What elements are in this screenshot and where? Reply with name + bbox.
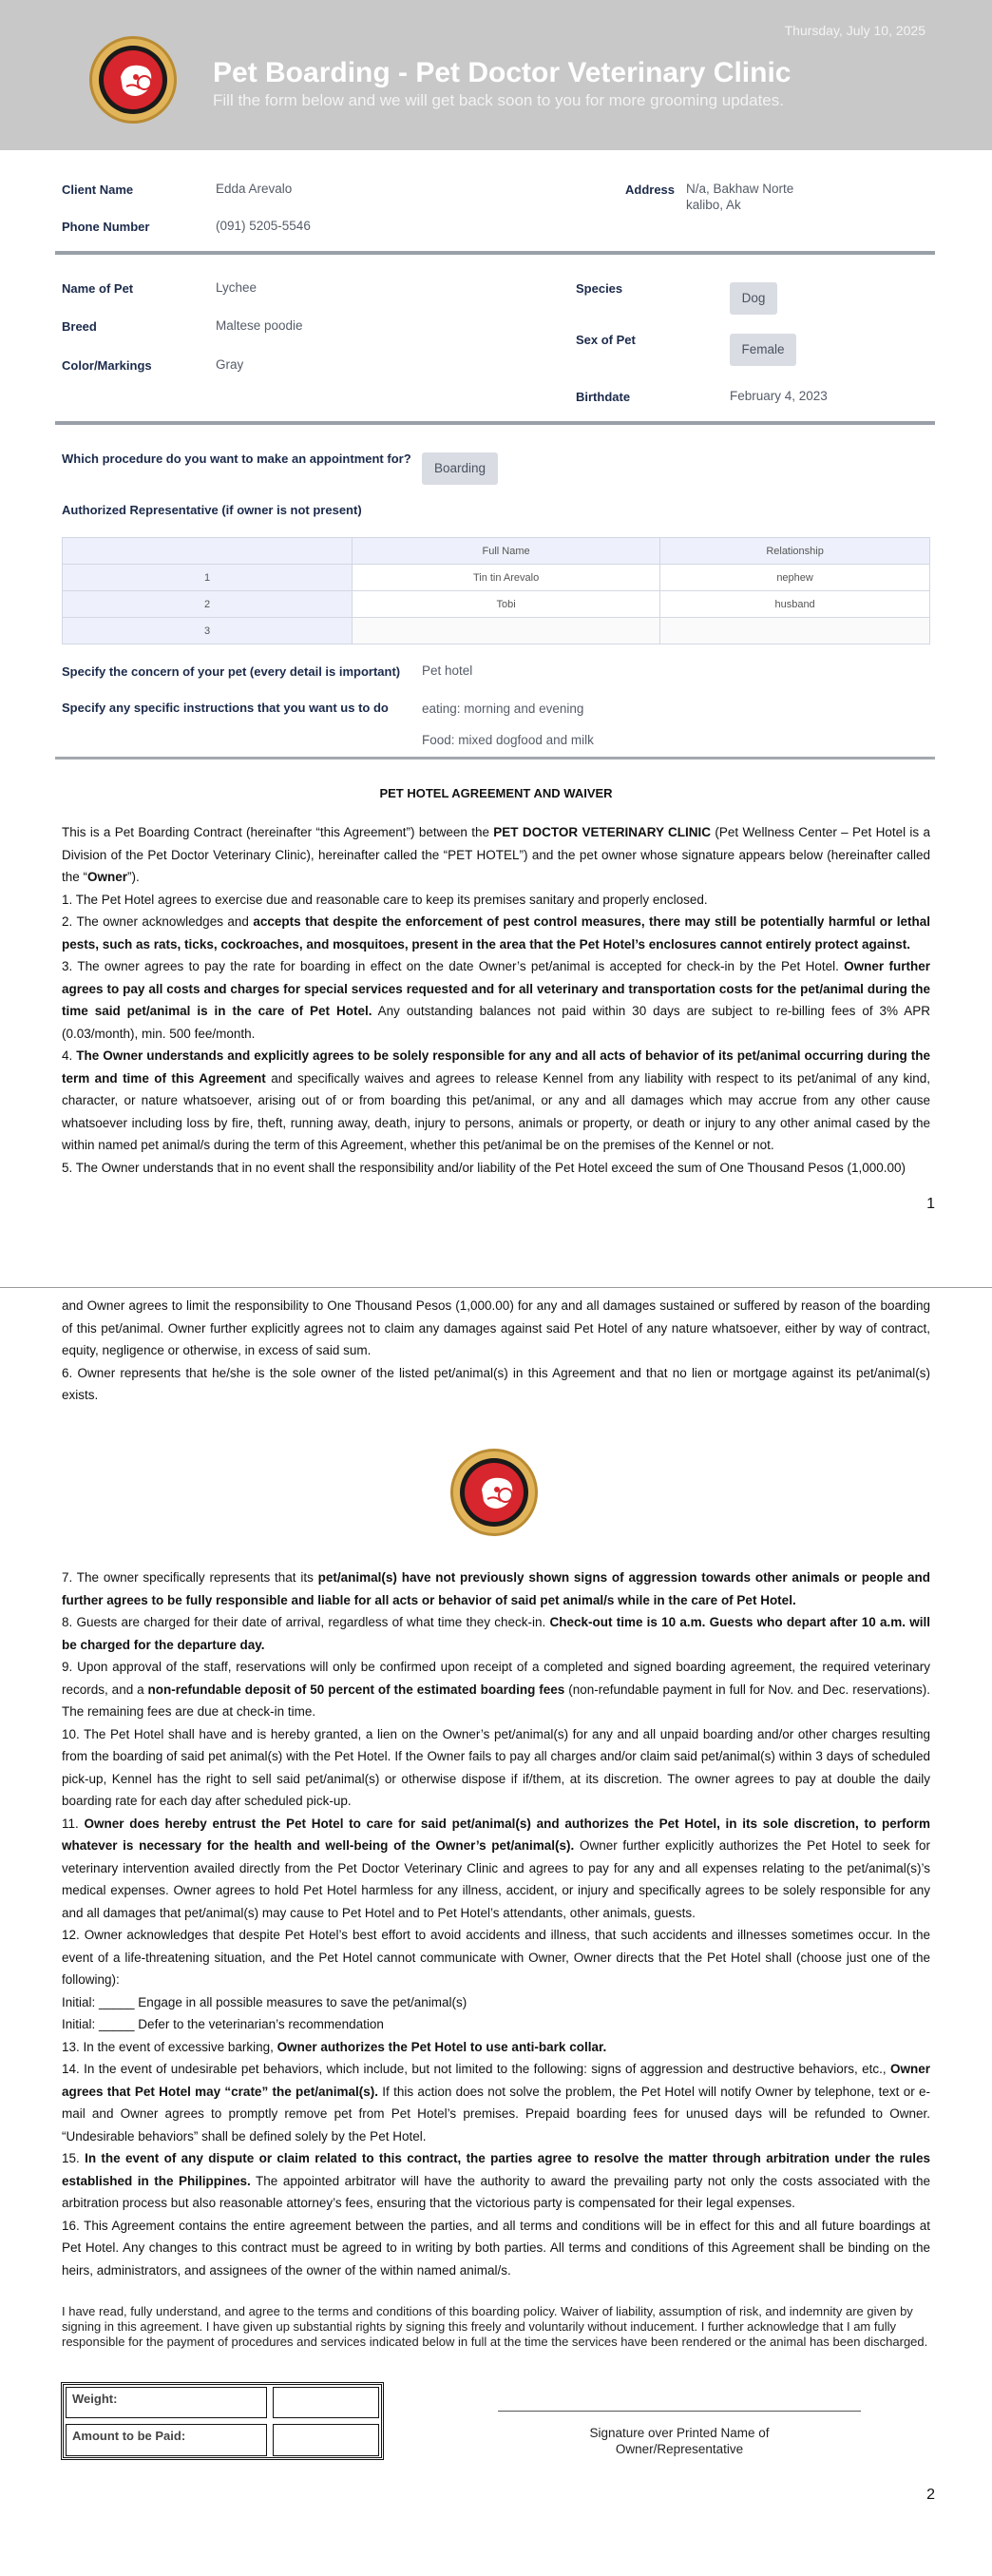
section-divider xyxy=(55,251,935,255)
page-subtitle: Fill the form below and we will get back soon to you for more grooming updates. xyxy=(213,91,784,109)
header-date: Thursday, July 10, 2025 xyxy=(784,23,925,38)
amount-value xyxy=(273,2424,379,2456)
procedure-chip: Boarding xyxy=(422,452,498,485)
column-header-relationship: Relationship xyxy=(660,538,930,565)
full-name-cell xyxy=(353,618,660,644)
address-line2: kalibo, Ak xyxy=(686,198,741,212)
agreement-text-page2: 7. The owner specifically represents that its pet/animal(s) have not previously shown signs of aggression towards other animals or people and further agrees to be fully responsible and liable for all acts or behavior of said pet animal/s while in the care of Pet Hotel. 8. Guests are charged for their date of arrival, regardless of what time they check-in. Check-out time is 10 a.m. Guests who depart after 10 a.m. will be charged for the departure day. 9. Upon approval of the staff, reservations will only be confirmed upon receipt of a completed and signed boarding agreement, the required veterinary records, and a non-refundable deposit of 50 percent of the estimated boarding fees (non-refundable payment in full for Nov. and Dec. reservations). The remaining fees are due at check-in time. 10. The Pet Hotel shall have and is hereby granted, a lien on the Owner’s pet/animal(s) for any and all unpaid boarding and/or other charges resulting from the boarding of said pet animal(s) with the Pet Hotel. If the Owner fails to pay all charges and/or claim said pet/animal(s) within 3 days of scheduled pick-up, Kennel has the right to sell said pet/animal(s) or otherwise dispose if if/them, at its discretion. The owner agrees to pay at double the daily boarding rate for each day after scheduled pick-up. 11. Owner does hereby entrust the Pet Hotel to care for said pet/animal(s) and authorizes the Pet Hotel, in its sole discretion, to perform whatever is necessary for the health and well-being of the Owner’s pet/animal(s). Owner further explicitly authorizes the Pet Hotel to seek for veterinary intervention availed directly from the Pet Doctor Veterinary Clinic and agrees to pay for any and all expenses relating to the pet/animal(s)’s medical expenses. Owner agrees to hold Pet Hotel harmless for any illness, accident, or injury and specifically agrees to be solely responsible for any and all damages that pet/animal(s) may cause to Pet Hotel and to Pet Hotel’s attendants, other animals, guests. 12. Owner acknowledges that despite Pet Hotel’s best effort to avoid accidents and illness, that such accidents and illnesses sometimes occur. In the event of a life-threatening situation, and the Pet Hotel cannot communicate with Owner, Owner directs that the Pet Hotel shall (choose just one of the following): Initial: _____ Engage in all possible measures to save the pet/animal(s) Initial: _____ Defer to the veterinarian’s recommendation 13. In the event of excessive barking, Owner authorizes the Pet Hotel to use anti-bark collar. 14. In the event of undesirable pet behaviors, which include, but not limited to the following: signs of aggression and destructive behaviors, etc., Owner agrees that Pet Hotel may “crate” the pet/animal(s). If this action does not solve the problem, the Pet Hotel will notify Owner by telephone, text or e-mail and Owner agrees to promptly remove pet from Pet Hotel’s premises. Prepaid boarding fees for unused days will be refunded to Owner. “Undesirable behaviors” shall be defined solely by the Pet Hotel. 15. In the event of any dispute or claim related to this contract, the parties agree to resolve the matter through arbitration under the rules established in the Philippines. The appointed arbitrator will have the authority to award the prevailing party not only the costs associated with the arbitration process but also reasonable attorney’s fees, ensuring that the victorious party is compensated for their legal expenses. 16. This Agreement contains the entire agreement between the parties, and all terms and conditions will be in effect for this and all future boardings at Pet Hotel. Any changes to this contract must be agreed to in writing by both parties. All terms and conditions of this Agreement shall be binding on the heirs, administrators, and assignees of the owner of the within named animal/s. xyxy=(62,1570,931,2278)
instructions-label: Specify any specific instructions that you want us to do xyxy=(62,701,389,715)
breed-label: Breed xyxy=(62,319,97,334)
color-label: Color/Markings xyxy=(62,358,152,373)
row-index: 3 xyxy=(63,618,353,644)
payment-box xyxy=(61,2382,384,2460)
page-number: 1 xyxy=(926,1196,935,1212)
table-row xyxy=(63,618,930,644)
instructions-line1: eating: morning and evening xyxy=(422,702,584,716)
page-number: 2 xyxy=(926,2487,935,2503)
sex-label: Sex of Pet xyxy=(576,333,636,347)
pet-doctor-logo-icon xyxy=(450,1449,538,1536)
birthdate-label: Birthdate xyxy=(576,390,631,404)
full-name-cell: Tin tin Arevalo xyxy=(353,565,660,591)
color-value: Gray xyxy=(216,357,244,372)
row-index: 2 xyxy=(63,591,353,618)
client-name-value: Edda Arevalo xyxy=(216,182,293,196)
agreement-text-page1: This is a Pet Boarding Contract (hereinafter “this Agreement”) between the PET DOCTOR VETERINARY CLINIC (Pet Wellness Center – Pet Hotel is a Division of the Pet Doctor Veterinary Clinic), hereinafter called the “PET HOTEL”) and the pet owner whose signature appears below (hereinafter called the “Owner”). 1. The Pet Hotel agrees to exercise due and reasonable care to keep its premises sanitary and properly enclosed. 2. The owner acknowledges and accepts that despite the enforcement of pest control measures, there may still be potentially harmful or lethal pests, such as rats, ticks, cockroaches, and mosquitoes, present in the area that the Pet Hotel’s enclosures cannot entirely protect against. 3. The owner agrees to pay the rate for boarding in effect on the date Owner’s pet/animal is accepted for check-in by the Pet Hotel. Owner further agrees to pay all costs and charges for special services requested and for all veterinary and transportation costs for the pet/animal during the time said pet/animal is in the care of Pet Hotel. Any outstanding balances not paid within 30 days are subject to re-billing fees of 3% APR (0.03/month), min. 500 fee/month. 4. The Owner understands and explicitly agrees to be solely responsible for any and all acts of behavior of its pet/animal occurring during the term and time of this Agreement and specifically waives and agrees to release Kennel from any liability with respect to its pet/animal of any kind, character, or nature whatsoever, arising out of or from boarding this pet/animal, or any and all damages which may accrue from any other cause whatsoever including loss by fire, theft, running away, death, injury to persons, animals or property, or death or injury to any other animal cased by the within named pet animal/s during the term of this Agreement, whether this pet/animal be on the premises of the Kennel or not. 5. The Owner understands that in no event shall the responsibility and/or liability of the Pet Hotel exceed the sum of One Thousand Pesos (1,000.00) xyxy=(62,825,930,1175)
weight-value xyxy=(273,2387,379,2418)
concern-label: Specify the concern of your pet (every detail is important) xyxy=(62,664,401,679)
amount-label: Amount to be Paid: xyxy=(66,2424,267,2456)
column-header-full-name: Full Name xyxy=(353,538,660,565)
address-label: Address xyxy=(625,183,676,197)
phone-value: (091) 5205-5546 xyxy=(216,219,311,233)
pet-name-label: Name of Pet xyxy=(62,281,134,296)
pet-doctor-logo-icon xyxy=(89,36,177,124)
section-divider xyxy=(55,757,935,759)
signature-caption-line2: Owner/Representative xyxy=(615,2442,744,2456)
table-corner-cell xyxy=(63,538,353,565)
signature-caption-line1: Signature over Printed Name of xyxy=(589,2426,770,2440)
signature-caption xyxy=(498,2425,861,2457)
species-chip: Dog xyxy=(730,282,777,315)
weight-label: Weight: xyxy=(66,2387,267,2418)
procedure-label: Which procedure do you want to make an appointment for? xyxy=(62,452,411,466)
section-divider xyxy=(55,421,935,425)
page-header xyxy=(0,0,992,150)
table-row xyxy=(63,591,930,618)
page-title: Pet Boarding - Pet Doctor Veterinary Clinic xyxy=(213,57,792,88)
representative-label: Authorized Representative (if owner is not present) xyxy=(62,503,362,517)
acknowledgement-text: I have read, fully understand, and agree to the terms and conditions of this boarding policy. Waiver of liability, assumption of risk, and indemnity are given by signing in this agreement. I have given up substantial rights by signing this freely and voluntarily without inducement. I further acknowledge that I am fully responsible for the payment of procedures and services indicated below in full at the time the services have been rendered or the animal has been discharged. xyxy=(62,2304,928,2349)
address-line1: N/a, Bakhaw Norte xyxy=(686,182,794,196)
relationship-cell: husband xyxy=(660,591,930,618)
client-name-label: Client Name xyxy=(62,183,134,197)
concern-value: Pet hotel xyxy=(422,663,473,678)
phone-label: Phone Number xyxy=(62,220,150,234)
relationship-cell: nephew xyxy=(660,565,930,591)
relationship-cell xyxy=(660,618,930,644)
pet-name-value: Lychee xyxy=(216,280,258,295)
signature-line xyxy=(498,2411,861,2412)
row-index: 1 xyxy=(63,565,353,591)
representative-table xyxy=(62,537,930,644)
agreement-text-page2-top: and Owner agrees to limit the responsibility to One Thousand Pesos (1,000.00) for any and all damages sustained or suffered by reason of the boarding of this pet/animal. Owner further explicitly agrees not to claim any damages against said Pet Hotel of any nature whatsoever, either by way of contract, equity, negligence or otherwise, in excess of said sum. 6. Owner represents that he/she is the sole owner of the listed pet/animal(s) in this Agreement and that no lien or mortgage against its pet/animal(s) exists. xyxy=(62,1298,930,1402)
breed-value: Maltese poodie xyxy=(216,318,303,333)
agreement-title: PET HOTEL AGREEMENT AND WAIVER xyxy=(379,786,613,800)
sex-chip: Female xyxy=(730,334,796,366)
species-label: Species xyxy=(576,281,623,296)
page-break-divider xyxy=(0,1287,992,1288)
full-name-cell: Tobi xyxy=(353,591,660,618)
table-row xyxy=(63,565,930,591)
birthdate-value: February 4, 2023 xyxy=(730,389,828,403)
instructions-line2: Food: mixed dogfood and milk xyxy=(422,733,594,747)
